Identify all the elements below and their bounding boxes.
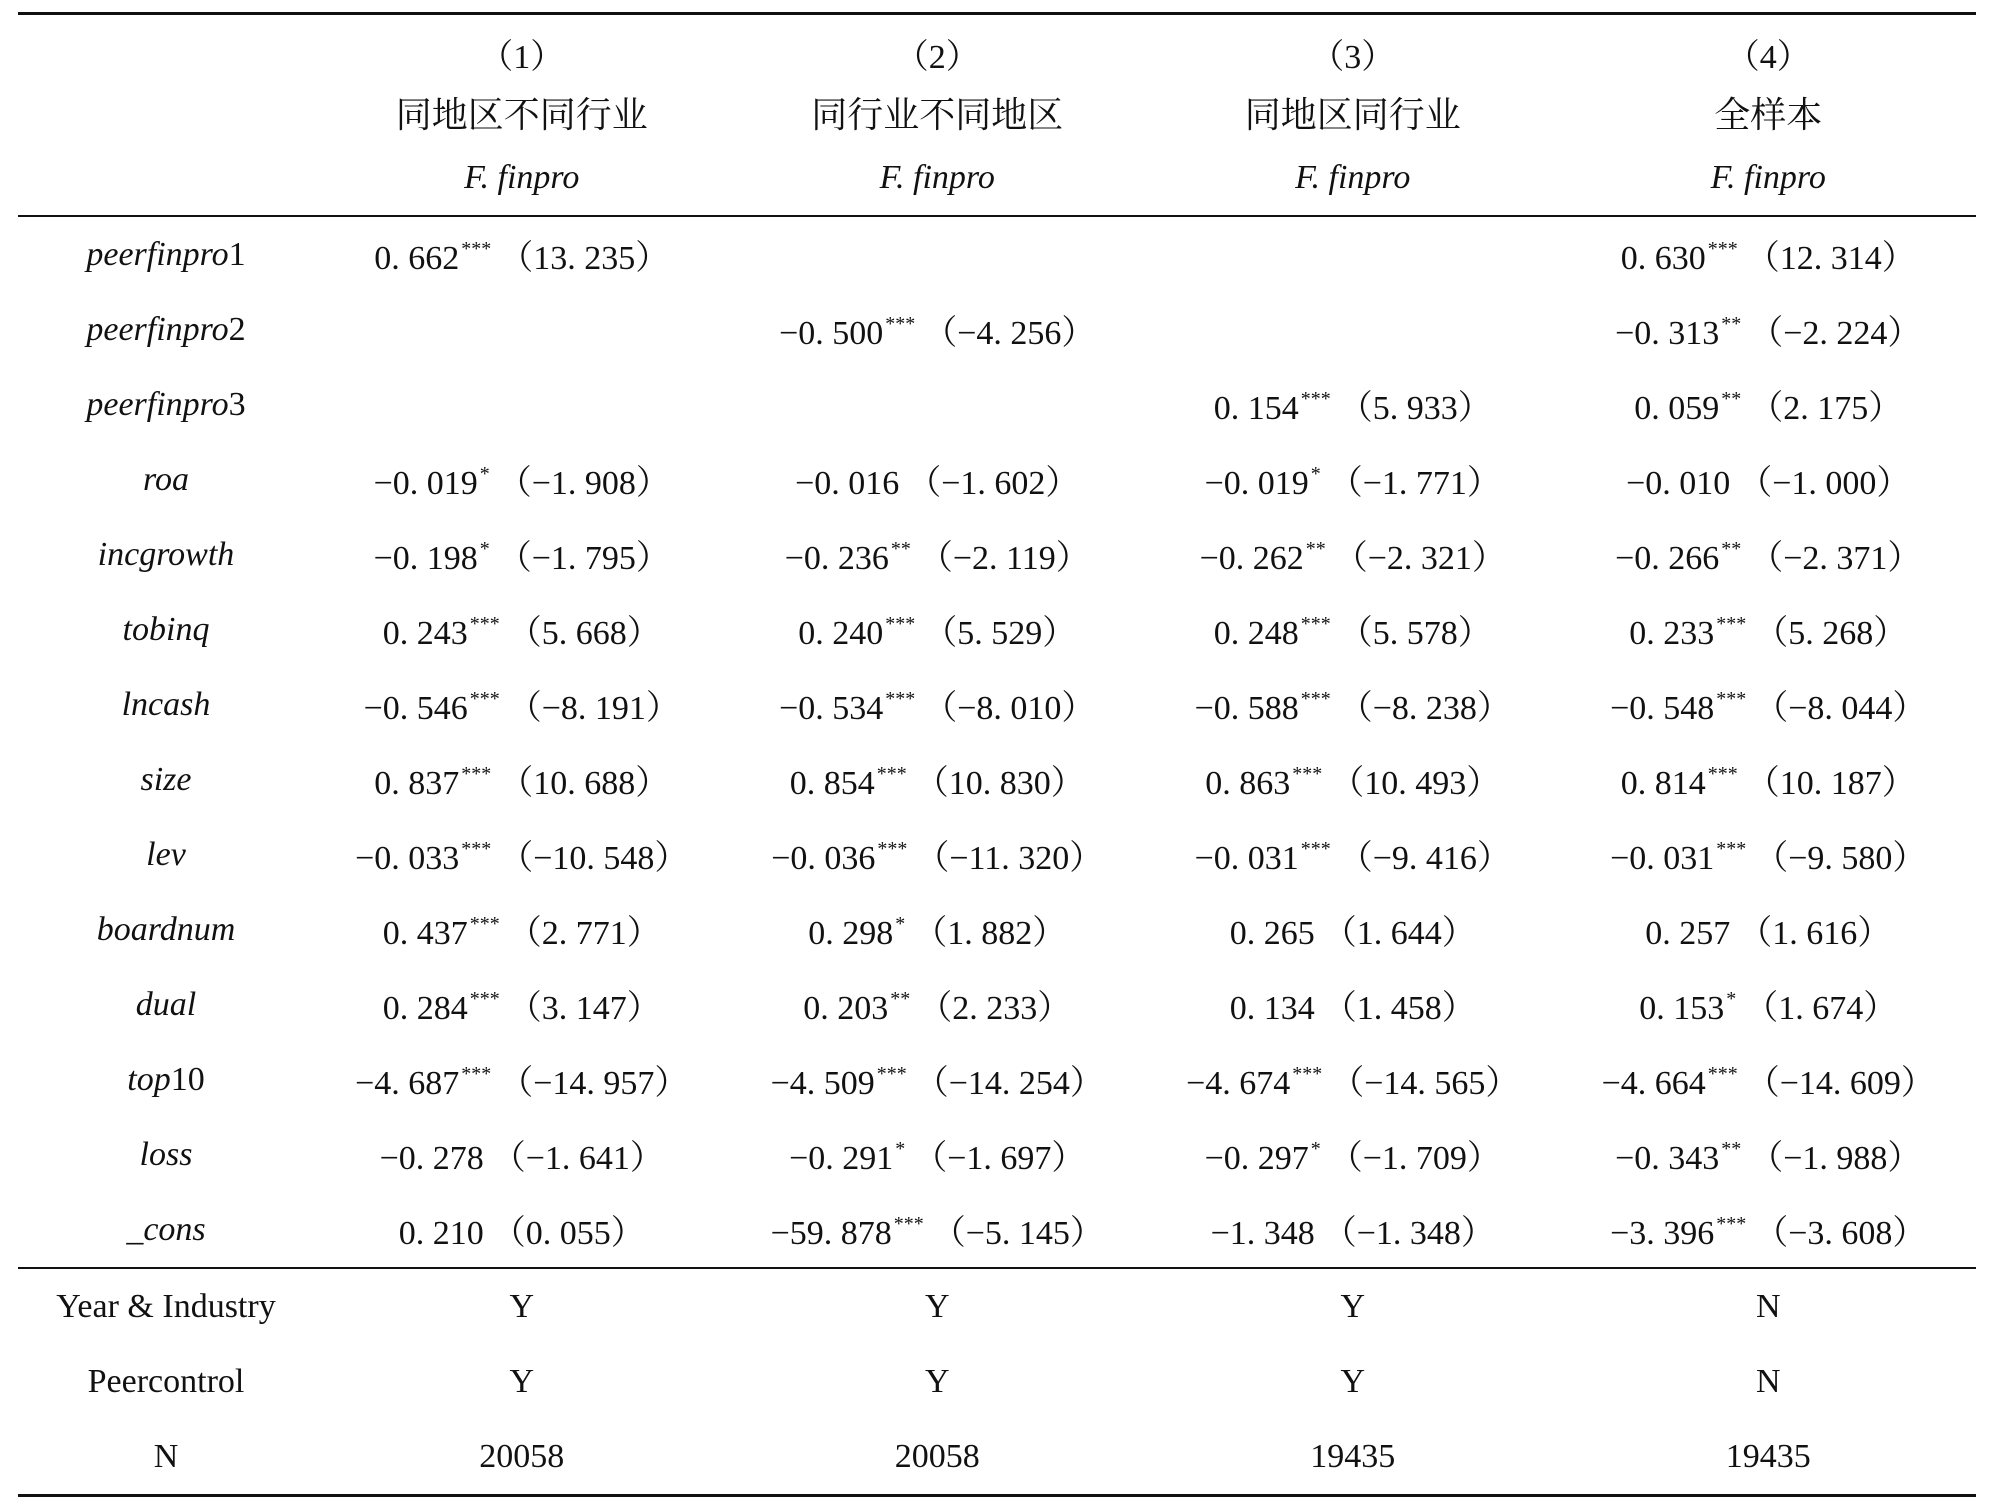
footer-value: N [1755,1362,1781,1400]
significance-stars: *** [469,913,500,935]
coefficient-cell [1561,292,1977,367]
table-row [18,216,1976,292]
coefficient-cell [314,817,730,892]
significance-stars: *** [1707,763,1738,785]
t-statistic: （−8. 191） [507,690,680,727]
significance-stars: * [479,538,490,560]
footer-value: 20058 [730,1419,1146,1496]
footer-row [18,1344,1976,1419]
coefficient-cell [730,967,1146,1042]
coefficient: 0. 059 [1634,390,1720,427]
coefficient: −4. 664 [1601,1065,1706,1102]
coefficient: 0. 248 [1213,615,1299,652]
coefficient-cell [314,967,730,1042]
row-label [18,592,314,667]
variable-name: loss [139,1135,193,1173]
coefficient: −0. 010 [1626,465,1731,502]
significance-stars: *** [1716,838,1747,860]
row-label [18,292,314,367]
t-statistic: （3. 147） [507,990,661,1027]
t-statistic: （5. 933） [1338,390,1492,427]
coefficient: 0. 298 [808,915,894,952]
significance-stars: ** [890,988,911,1010]
footer-value: 20058 [314,1419,730,1496]
footer-label: Peercontrol [87,1362,245,1400]
t-statistic: （−1. 000） [1738,465,1911,502]
variable-name: lncash [121,685,211,723]
coefficient-cell [1145,817,1561,892]
coefficient: 0. 243 [382,615,468,652]
significance-stars: *** [461,238,492,260]
table-row [18,1192,1976,1268]
table-row [18,742,1976,817]
significance-stars: *** [1300,613,1331,635]
variable-suffix: 3 [228,385,246,423]
variable-suffix: 2 [228,310,246,348]
t-statistic: （−1. 641） [491,1140,664,1177]
coefficient: −0. 278 [379,1140,484,1177]
row-label [18,817,314,892]
row-label [18,1042,314,1117]
significance-stars: *** [1300,688,1331,710]
significance-stars: * [895,913,906,935]
t-statistic: （2. 771） [507,915,661,952]
significance-stars: *** [461,763,492,785]
coefficient: −0. 297 [1204,1140,1309,1177]
coefficient-cell [1145,442,1561,517]
table-row [18,592,1976,667]
header-row-dependent-variable [18,141,1976,216]
t-statistic: （−8. 010） [923,690,1096,727]
coefficient-cell [1145,367,1561,442]
coefficient-cell [1145,1042,1561,1117]
t-statistic: （−1. 602） [907,465,1080,502]
coefficient-cell [314,292,730,367]
t-statistic: （10. 187） [1745,765,1916,802]
coefficient-cell [1561,517,1977,592]
variable-name: top [127,1060,171,1098]
dependent-variable: F. finpro [730,141,1146,216]
coefficient: −4. 687 [355,1065,460,1102]
coefficient-cell [1561,216,1977,292]
t-statistic: （−1. 771） [1328,465,1501,502]
coefficient: 0. 437 [382,915,468,952]
footer-value: 19435 [1561,1419,1977,1496]
t-statistic: （−1. 908） [497,465,670,502]
significance-stars: * [1310,463,1321,485]
coefficient-cell [314,367,730,442]
coefficient: −3. 396 [1610,1215,1715,1252]
coefficient: −4. 674 [1186,1065,1291,1102]
row-label [18,442,314,517]
coefficient: 0. 257 [1645,915,1731,952]
row-label [18,367,314,442]
t-statistic: （0. 055） [491,1215,645,1252]
footer-value: Y [924,1287,950,1325]
variable-suffix: 10 [170,1060,205,1098]
variable-name: peerfinpro [86,385,229,423]
coefficient-cell [1145,517,1561,592]
table-row [18,442,1976,517]
t-statistic: （5. 578） [1338,615,1492,652]
footer-label: Year & Industry [56,1287,276,1325]
variable-name: peerfinpro [86,235,229,273]
t-statistic: （1. 644） [1322,915,1476,952]
coefficient-cell [314,592,730,667]
coefficient: −0. 019 [373,465,478,502]
footer-row [18,1419,1976,1496]
footer-value: N [1755,1287,1781,1325]
coefficient: −0. 534 [779,690,884,727]
t-statistic: （5. 668） [507,615,661,652]
coefficient-cell [1561,892,1977,967]
t-statistic: （−2. 371） [1749,540,1922,577]
coefficient-cell [1145,967,1561,1042]
significance-stars: *** [461,838,492,860]
significance-stars: *** [1300,838,1331,860]
dependent-variable: F. finpro [1561,141,1977,216]
footer-value: Y [1340,1362,1366,1400]
column-sample-name: 同地区同行业 [1244,94,1461,136]
coefficient-cell [730,216,1146,292]
coefficient: 0. 265 [1229,915,1315,952]
coefficient-cell [1561,367,1977,442]
regression-table [18,12,1976,1497]
coefficient: 0. 837 [374,765,460,802]
table-row [18,817,1976,892]
coefficient-cell [1561,967,1977,1042]
coefficient-cell [1561,817,1977,892]
coefficient: 0. 630 [1620,240,1706,277]
t-statistic: （5. 268） [1754,615,1908,652]
coefficient-cell [730,367,1146,442]
coefficient: −0. 019 [1204,465,1309,502]
coefficient: 0. 240 [798,615,884,652]
t-statistic: （−2. 119） [918,540,1090,577]
coefficient-cell [314,216,730,292]
t-statistic: （−14. 609） [1745,1065,1935,1102]
row-label [18,216,314,292]
significance-stars: *** [893,1213,924,1235]
footer-value: 19435 [1145,1419,1561,1496]
coefficient: −0. 291 [789,1140,894,1177]
coefficient-cell [1561,742,1977,817]
significance-stars: *** [1300,388,1331,410]
row-label [18,1117,314,1192]
coefficient: −0. 500 [779,315,884,352]
t-statistic: （1. 882） [913,915,1067,952]
coefficient: −0. 548 [1610,690,1715,727]
coefficient: −0. 236 [784,540,889,577]
coefficient: 0. 203 [803,990,889,1027]
column-number: （3） [1145,14,1561,84]
coefficient-cell [1145,1192,1561,1268]
coefficient-cell [314,667,730,742]
significance-stars: * [1310,1138,1321,1160]
coefficient-cell [730,592,1146,667]
table-row [18,1042,1976,1117]
row-label [18,892,314,967]
coefficient-cell [730,292,1146,367]
significance-stars: *** [1292,763,1323,785]
significance-stars: *** [1716,613,1747,635]
coefficient: 0. 233 [1629,615,1715,652]
coefficient-cell [730,817,1146,892]
t-statistic: （13. 235） [499,240,670,277]
t-statistic: （−2. 321） [1333,540,1506,577]
variable-name: tobinq [122,610,210,648]
coefficient-cell [730,517,1146,592]
significance-stars: *** [1716,1213,1747,1235]
row-label [18,967,314,1042]
footer-value: Y [924,1362,950,1400]
coefficient: 0. 154 [1213,390,1299,427]
coefficient-cell [314,1117,730,1192]
coefficient-cell [730,1117,1146,1192]
column-sample-name: 全样本 [1714,94,1823,136]
coefficient-cell [730,1042,1146,1117]
table-footer [18,1268,1976,1496]
significance-stars: ** [890,538,911,560]
coefficient-cell [314,892,730,967]
coefficient: 0. 863 [1205,765,1291,802]
variable-name: size [140,760,192,798]
header-row-column-numbers [18,14,1976,84]
coefficient-cell [1145,592,1561,667]
coefficient: −0. 262 [1199,540,1304,577]
regression-table-container [18,12,1976,1497]
significance-stars: ** [1721,1138,1742,1160]
coefficient-cell [314,1192,730,1268]
significance-stars: *** [1292,1063,1323,1085]
coefficient: −0. 016 [795,465,900,502]
t-statistic: （−8. 044） [1754,690,1927,727]
footer-value: Y [509,1362,535,1400]
table-body [18,216,1976,1268]
t-statistic: （−1. 795） [497,540,670,577]
significance-stars: *** [876,763,907,785]
table-row [18,967,1976,1042]
dependent-variable: F. finpro [1145,141,1561,216]
table-row [18,292,1976,367]
significance-stars: * [895,1138,906,1160]
t-statistic: （−3. 608） [1754,1215,1927,1252]
coefficient: −0. 031 [1194,840,1299,877]
coefficient-cell [1561,592,1977,667]
coefficient-cell [730,742,1146,817]
t-statistic: （−9. 580） [1754,840,1927,877]
coefficient: −0. 198 [373,540,478,577]
t-statistic: （−1. 709） [1328,1140,1501,1177]
coefficient: −0. 313 [1615,315,1720,352]
coefficient: −1. 348 [1210,1215,1315,1252]
significance-stars: *** [469,613,500,635]
significance-stars: *** [469,688,500,710]
variable-name: boardnum [96,910,236,948]
coefficient-cell [314,742,730,817]
t-statistic: （1. 616） [1738,915,1892,952]
t-statistic: （−9. 416） [1338,840,1511,877]
dependent-variable: F. finpro [314,141,730,216]
t-statistic: （12. 314） [1745,240,1916,277]
t-statistic: （−14. 565） [1330,1065,1520,1102]
significance-stars: *** [876,1063,907,1085]
coefficient: 0. 662 [374,240,460,277]
coefficient-cell [1561,442,1977,517]
footer-value: Y [1340,1287,1366,1325]
coefficient: 0. 814 [1620,765,1706,802]
t-statistic: （−11. 320） [915,840,1104,877]
t-statistic: （−1. 697） [913,1140,1086,1177]
coefficient: 0. 134 [1229,990,1315,1027]
variable-name: roa [143,460,189,498]
t-statistic: （10. 688） [499,765,670,802]
coefficient: −4. 509 [770,1065,875,1102]
variable-name: dual [135,985,197,1023]
t-statistic: （−4. 256） [923,315,1096,352]
coefficient-cell [1561,667,1977,742]
column-sample-name: 同行业不同地区 [811,94,1064,136]
row-label [18,1192,314,1268]
coefficient: 0. 854 [789,765,875,802]
coefficient: 0. 210 [398,1215,484,1252]
t-statistic: （−1. 988） [1749,1140,1922,1177]
table-row [18,667,1976,742]
coefficient-cell [1145,292,1561,367]
footer-value: Y [509,1287,535,1325]
coefficient: 0. 153 [1639,990,1725,1027]
coefficient: −0. 031 [1610,840,1715,877]
header-row-sample-names [18,83,1976,141]
significance-stars: *** [885,688,916,710]
t-statistic: （2. 233） [918,990,1072,1027]
significance-stars: * [1726,988,1737,1010]
variable-name: lev [146,835,186,873]
variable-suffix: 1 [228,235,246,273]
table-row [18,367,1976,442]
coefficient-cell [1145,1117,1561,1192]
coefficient: −0. 546 [363,690,468,727]
coefficient-cell [1561,1117,1977,1192]
significance-stars: *** [885,313,916,335]
variable-name: _cons [126,1210,206,1248]
significance-stars: *** [885,613,916,635]
significance-stars: *** [1707,1063,1738,1085]
t-statistic: （−8. 238） [1338,690,1511,727]
coefficient-cell [1145,892,1561,967]
row-label [18,667,314,742]
coefficient-cell [1561,1042,1977,1117]
t-statistic: （1. 458） [1322,990,1476,1027]
coefficient-cell [1145,216,1561,292]
coefficient-cell [314,1042,730,1117]
column-sample-name: 同地区不同行业 [395,94,648,136]
header-corner-cell [18,14,314,84]
significance-stars: ** [1721,388,1742,410]
footer-row [18,1268,1976,1344]
t-statistic: （−14. 254） [914,1065,1104,1102]
row-label [18,742,314,817]
significance-stars: *** [461,1063,492,1085]
coefficient-cell [314,517,730,592]
coefficient: −0. 036 [771,840,876,877]
coefficient-cell [1145,667,1561,742]
significance-stars: ** [1721,538,1742,560]
significance-stars: ** [1305,538,1326,560]
variable-name: peerfinpro [86,310,229,348]
significance-stars: *** [877,838,908,860]
coefficient: −0. 033 [355,840,460,877]
significance-stars: * [479,463,490,485]
t-statistic: （−10. 548） [499,840,689,877]
coefficient: 0. 284 [382,990,468,1027]
coefficient-cell [730,667,1146,742]
column-number: （4） [1561,14,1977,84]
t-statistic: （−5. 145） [931,1215,1104,1252]
t-statistic: （5. 529） [923,615,1077,652]
row-label [18,517,314,592]
variable-name: incgrowth [97,535,235,573]
coefficient-cell [730,892,1146,967]
significance-stars: *** [1707,238,1738,260]
coefficient: −0. 266 [1615,540,1720,577]
t-statistic: （10. 493） [1330,765,1501,802]
t-statistic: （−2. 224） [1749,315,1922,352]
column-number: （2） [730,14,1146,84]
t-statistic: （1. 674） [1744,990,1898,1027]
significance-stars: *** [1716,688,1747,710]
table-row [18,1117,1976,1192]
column-number: （1） [314,14,730,84]
t-statistic: （−1. 348） [1322,1215,1495,1252]
significance-stars: ** [1721,313,1742,335]
coefficient: −59. 878 [770,1215,892,1252]
footer-label: N [18,1419,314,1496]
coefficient-cell [1561,1192,1977,1268]
coefficient-cell [730,442,1146,517]
t-statistic: （2. 175） [1749,390,1903,427]
table-row [18,517,1976,592]
table-row [18,892,1976,967]
coefficient: −0. 343 [1615,1140,1720,1177]
coefficient-cell [1145,742,1561,817]
coefficient-cell [314,442,730,517]
coefficient: −0. 588 [1194,690,1299,727]
significance-stars: *** [469,988,500,1010]
table-header [18,14,1976,217]
coefficient-cell [730,1192,1146,1268]
t-statistic: （10. 830） [914,765,1085,802]
t-statistic: （−14. 957） [499,1065,689,1102]
